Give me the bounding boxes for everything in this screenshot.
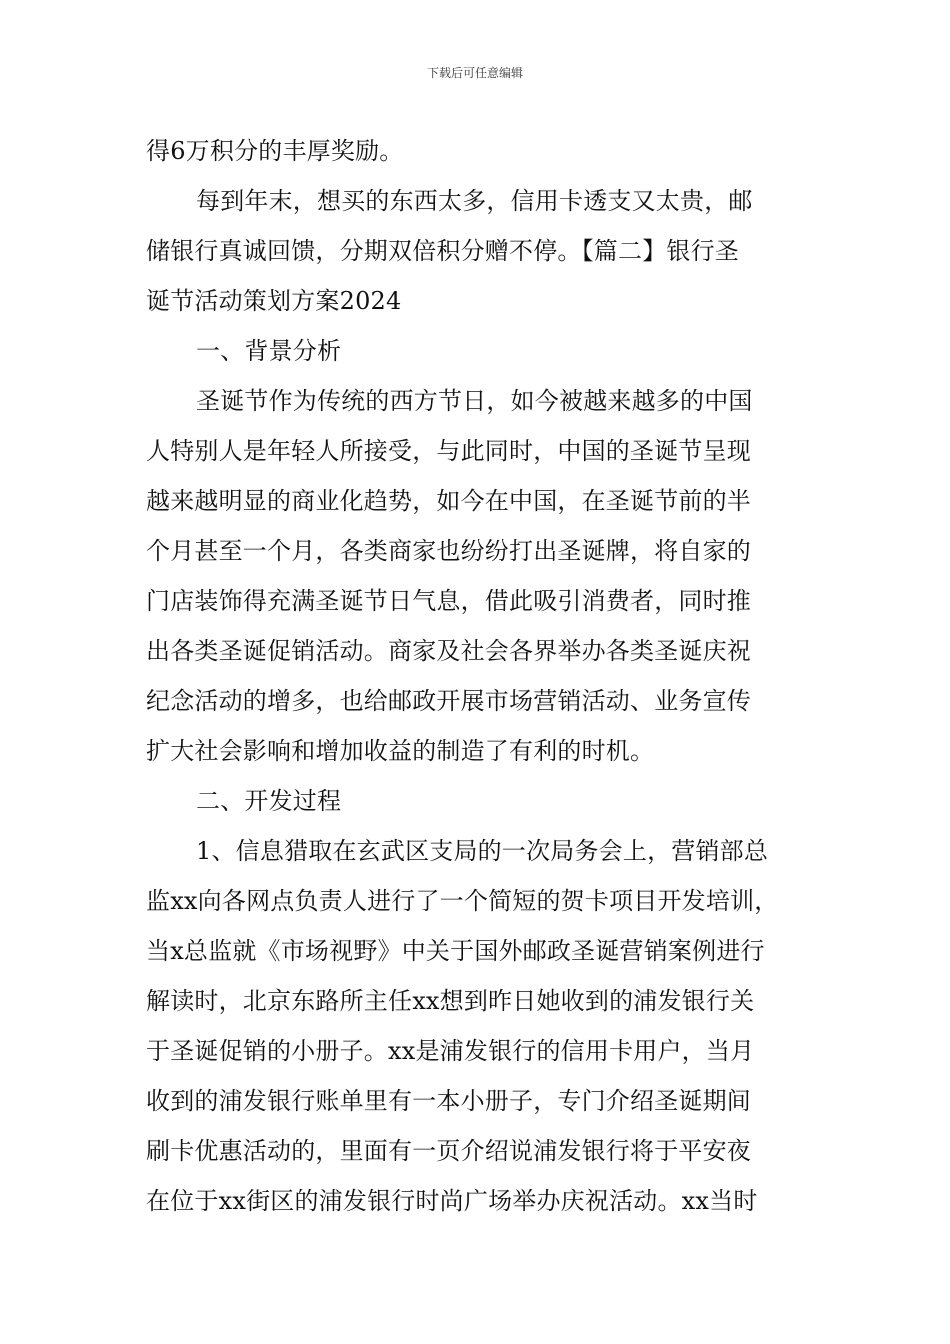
text-line: 人特别人是年轻人所接受，与此同时，中国的圣诞节呈现 [146, 437, 751, 465]
text-line: 刷卡优惠活动的，里面有一页介绍说浦发银行将于平安夜 [146, 1137, 751, 1165]
text-line: 1、信息猎取在玄武区支局的一次局务会上，营销部总 [196, 837, 769, 865]
section-heading: 二、开发过程 [196, 787, 342, 815]
text-line: 得6万积分的丰厚奖励。 [146, 137, 404, 165]
text-line: 诞节活动策划方案2024 [146, 287, 402, 315]
text-line: 在位于xx街区的浦发银行时尚广场举办庆祝活动。xx当时 [146, 1187, 758, 1215]
text-line: 收到的浦发银行账单里有一本小册子，专门介绍圣诞期间 [146, 1087, 751, 1115]
text-line: 每到年末，想买的东西太多，信用卡透支又太贵，邮 [196, 187, 753, 215]
text-line: 解读时，北京东路所主任xx想到昨日她收到的浦发银行关 [146, 987, 755, 1015]
text-line: 监xx向各网点负责人进行了一个简短的贺卡项目开发培训， [146, 887, 779, 915]
section-heading: 一、背景分析 [196, 337, 342, 365]
text-line: 于圣诞促销的小册子。xx是浦发银行的信用卡用户，当月 [146, 1037, 755, 1065]
text-line: 储银行真诚回馈，分期双倍积分赠不停。【篇二】银行圣 [146, 237, 739, 265]
text-line: 圣诞节作为传统的西方节日，如今被越来越多的中国 [196, 387, 753, 415]
text-line: 当x总监就《市场视野》中关于国外邮政圣诞营销案例进行 [146, 937, 765, 965]
text-line: 越来越明显的商业化趋势，如今在中国，在圣诞节前的半 [146, 487, 751, 515]
text-line: 个月甚至一个月，各类商家也纷纷打出圣诞牌，将自家的 [146, 537, 751, 565]
text-line: 扩大社会影响和增加收益的制造了有利的时机。 [146, 737, 655, 765]
text-line: 出各类圣诞促销活动。商家及社会各界举办各类圣诞庆祝 [146, 637, 751, 665]
page-header: 下载后可任意编辑 [426, 66, 523, 80]
document-body [146, 126, 822, 1226]
text-line: 门店装饰得充满圣诞节日气息，借此吸引消费者，同时推 [146, 587, 751, 615]
text-line: 纪念活动的增多，也给邮政开展市场营销活动、业务宣传 [146, 687, 751, 715]
